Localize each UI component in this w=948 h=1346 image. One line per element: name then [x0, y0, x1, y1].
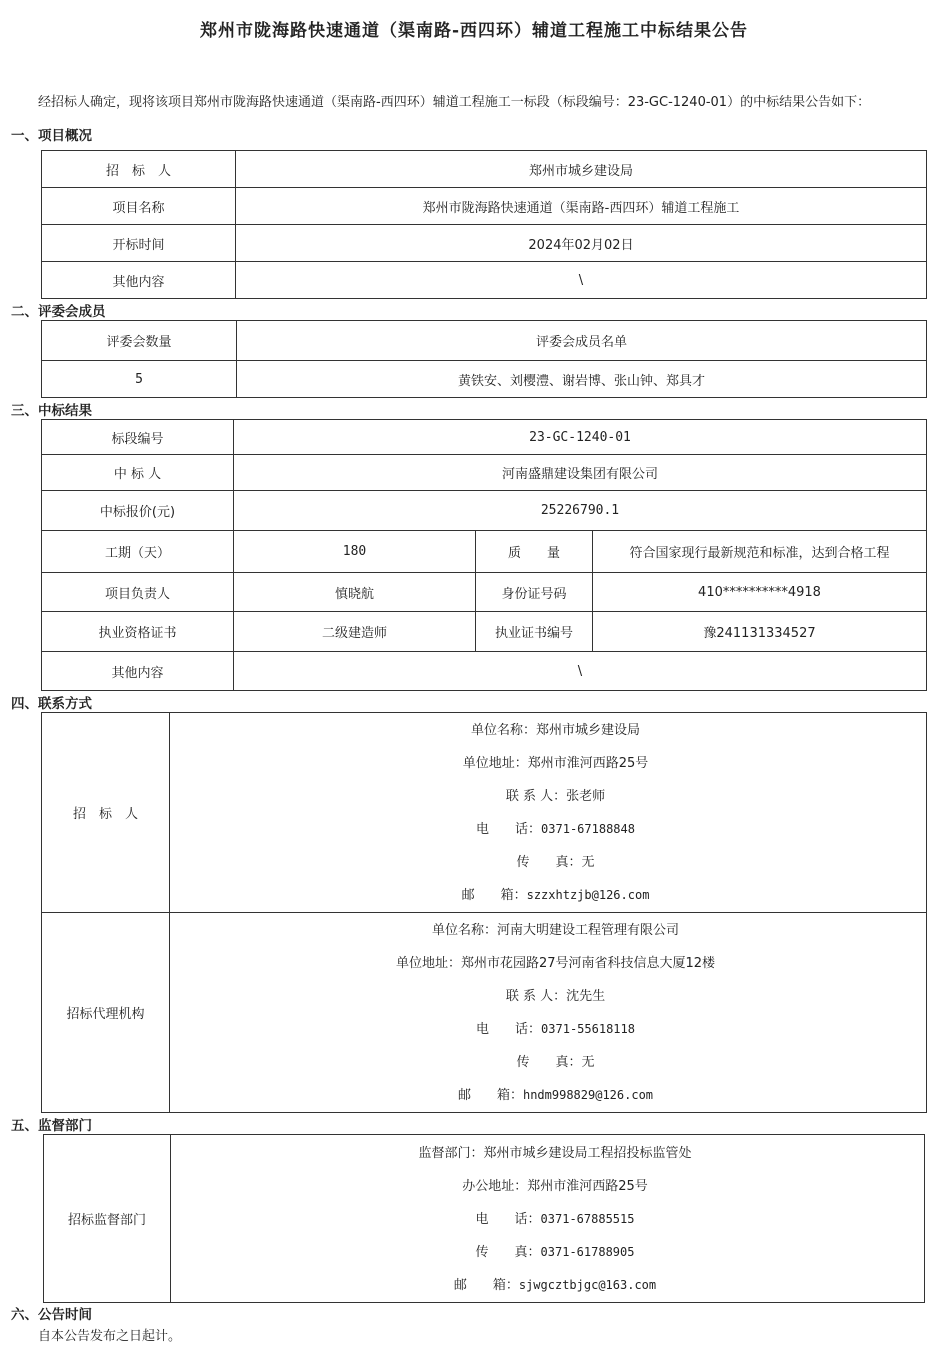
manager-label: 项目负责人	[42, 573, 234, 612]
info-line-key: 电 话：	[476, 822, 542, 837]
committee-list-value: 黄铁安、刘樱澧、谢岩博、张山钟、郑具才	[237, 361, 927, 398]
info-line-key: 邮 箱：	[457, 1088, 523, 1103]
info-line-key: 电 话：	[475, 1212, 541, 1227]
period-value: 180	[234, 531, 476, 573]
certificate-no-value: 豫241131334527	[593, 612, 927, 652]
info-line-key: 电 话：	[476, 1022, 542, 1037]
supervision-label: 招标监督部门	[44, 1135, 171, 1303]
info-line-value: szzxhtzjb@126.com	[526, 888, 650, 902]
info-line-value: 河南大明建设工程管理有限公司	[497, 923, 680, 938]
period-label: 工期（天）	[42, 531, 234, 573]
info-line-key: 传 真：	[516, 1055, 582, 1070]
info-line-key: 单位名称：	[431, 923, 497, 938]
info-line-key: 单位名称：	[470, 723, 536, 738]
other-content-label: 其他内容	[42, 262, 236, 299]
info-line	[170, 1046, 926, 1079]
overview-table	[41, 150, 927, 299]
info-line-value: 0371-61788905	[540, 1245, 635, 1259]
id-number-label: 身份证号码	[476, 573, 593, 612]
supervision-table	[43, 1134, 925, 1303]
info-line	[171, 1269, 924, 1302]
info-line-value: 0371-67885515	[540, 1212, 635, 1226]
result-other-value: \	[234, 652, 927, 691]
info-line-value: sjwgcztbjgc@163.com	[518, 1278, 657, 1292]
contact-tenderer-label: 招 标 人	[42, 713, 170, 913]
info-line	[170, 947, 926, 980]
info-line	[170, 846, 926, 879]
info-line	[170, 1013, 926, 1046]
committee-list-label: 评委会成员名单	[237, 321, 927, 361]
info-line	[171, 1203, 924, 1236]
section-heading-contacts: 四、联系方式	[11, 696, 92, 712]
info-line-key: 邮 箱：	[461, 888, 527, 903]
info-line-value: hndm998829@126.com	[522, 1088, 654, 1102]
info-line-key: 邮 箱：	[453, 1278, 519, 1293]
info-line	[171, 1236, 924, 1269]
notice-time-text: 自本公告发布之日起计。	[38, 1329, 182, 1344]
committee-count-label: 评委会数量	[42, 321, 237, 361]
info-line-value: 郑州市城乡建设局工程招投标监管处	[483, 1146, 692, 1161]
info-line-value: 沈先生	[566, 989, 606, 1004]
section-heading-committee: 二、评委会成员	[11, 304, 106, 320]
result-other-label: 其他内容	[42, 652, 234, 691]
section-heading-supervision: 五、监督部门	[11, 1118, 92, 1134]
info-line-value: 郑州市城乡建设局	[536, 723, 641, 738]
info-line-value: 无	[581, 855, 595, 870]
section-heading-result: 三、中标结果	[11, 403, 92, 419]
info-line-key: 单位地址：	[462, 756, 528, 771]
info-line-key: 传 真：	[516, 855, 582, 870]
project-name-label: 项目名称	[42, 188, 236, 225]
tenderer-label: 招 标 人	[42, 151, 236, 188]
bid-price-label: 中标报价(元)	[42, 491, 234, 531]
certificate-value: 二级建造师	[234, 612, 476, 652]
info-line	[170, 747, 926, 780]
info-line-value: 郑州市花园路27号河南省科技信息大厦12楼	[460, 956, 716, 971]
certificate-no-label: 执业证书编号	[476, 612, 593, 652]
info-line-key: 单位地址：	[395, 956, 461, 971]
contact-agency-info	[170, 913, 927, 1113]
info-line-value: 郑州市淮河西路25号	[527, 1179, 648, 1194]
info-line-value: 0371-67188848	[541, 822, 635, 836]
section-no-value: 23-GC-1240-01	[234, 420, 927, 455]
info-line	[171, 1170, 924, 1203]
page-title: 郑州市陇海路快速通道（渠南路-西四环）辅道工程施工中标结果公告	[199, 21, 749, 41]
info-line	[171, 1137, 924, 1170]
info-line-key: 联 系 人：	[505, 989, 567, 1004]
quality-label: 质 量	[476, 531, 593, 573]
result-table	[41, 419, 927, 691]
info-line	[170, 813, 926, 846]
info-line-key: 监督部门：	[418, 1146, 484, 1161]
open-time-value: 2024年02月02日	[236, 225, 927, 262]
open-time-label: 开标时间	[42, 225, 236, 262]
info-line	[170, 1079, 926, 1112]
other-content-value: \	[236, 262, 927, 299]
info-line	[170, 780, 926, 813]
info-line-value: 郑州市淮河西路25号	[527, 756, 649, 771]
intro-text: 经招标人确定，现将该项目郑州市陇海路快速通道（渠南路-西四环）辅道工程施工一标段（标段编号：23-GC-1240-01）的中标结果公告如下：	[38, 95, 871, 110]
tenderer-value: 郑州市城乡建设局	[236, 151, 927, 188]
committee-count-value: 5	[42, 361, 237, 398]
section-heading-overview: 一、项目概况	[11, 128, 92, 144]
supervision-info	[171, 1135, 925, 1303]
info-line-value: 张老师	[566, 789, 606, 804]
info-line-value: 0371-55618118	[541, 1022, 635, 1036]
info-line-key: 联 系 人：	[505, 789, 567, 804]
info-line-key: 传 真：	[475, 1245, 541, 1260]
project-name-value: 郑州市陇海路快速通道（渠南路-西四环）辅道工程施工	[236, 188, 927, 225]
contact-tenderer-info	[170, 713, 927, 913]
winner-value: 河南盛鼎建设集团有限公司	[234, 455, 927, 491]
info-line-key: 办公地址：	[462, 1179, 528, 1194]
id-number-value: 410**********4918	[593, 573, 927, 612]
manager-value: 慎晓航	[234, 573, 476, 612]
contact-agency-label: 招标代理机构	[42, 913, 170, 1113]
committee-table	[41, 320, 927, 398]
bid-price-value: 25226790.1	[234, 491, 927, 531]
quality-value: 符合国家现行最新规范和标准，达到合格工程	[593, 531, 927, 573]
winner-label: 中 标 人	[42, 455, 234, 491]
info-line	[170, 980, 926, 1013]
info-line	[170, 914, 926, 947]
info-line	[170, 714, 926, 747]
contacts-table	[41, 712, 927, 1113]
certificate-label: 执业资格证书	[42, 612, 234, 652]
info-line-value: 无	[581, 1055, 595, 1070]
info-line	[170, 879, 926, 912]
section-no-label: 标段编号	[42, 420, 234, 455]
section-heading-notice-time: 六、公告时间	[11, 1307, 92, 1323]
